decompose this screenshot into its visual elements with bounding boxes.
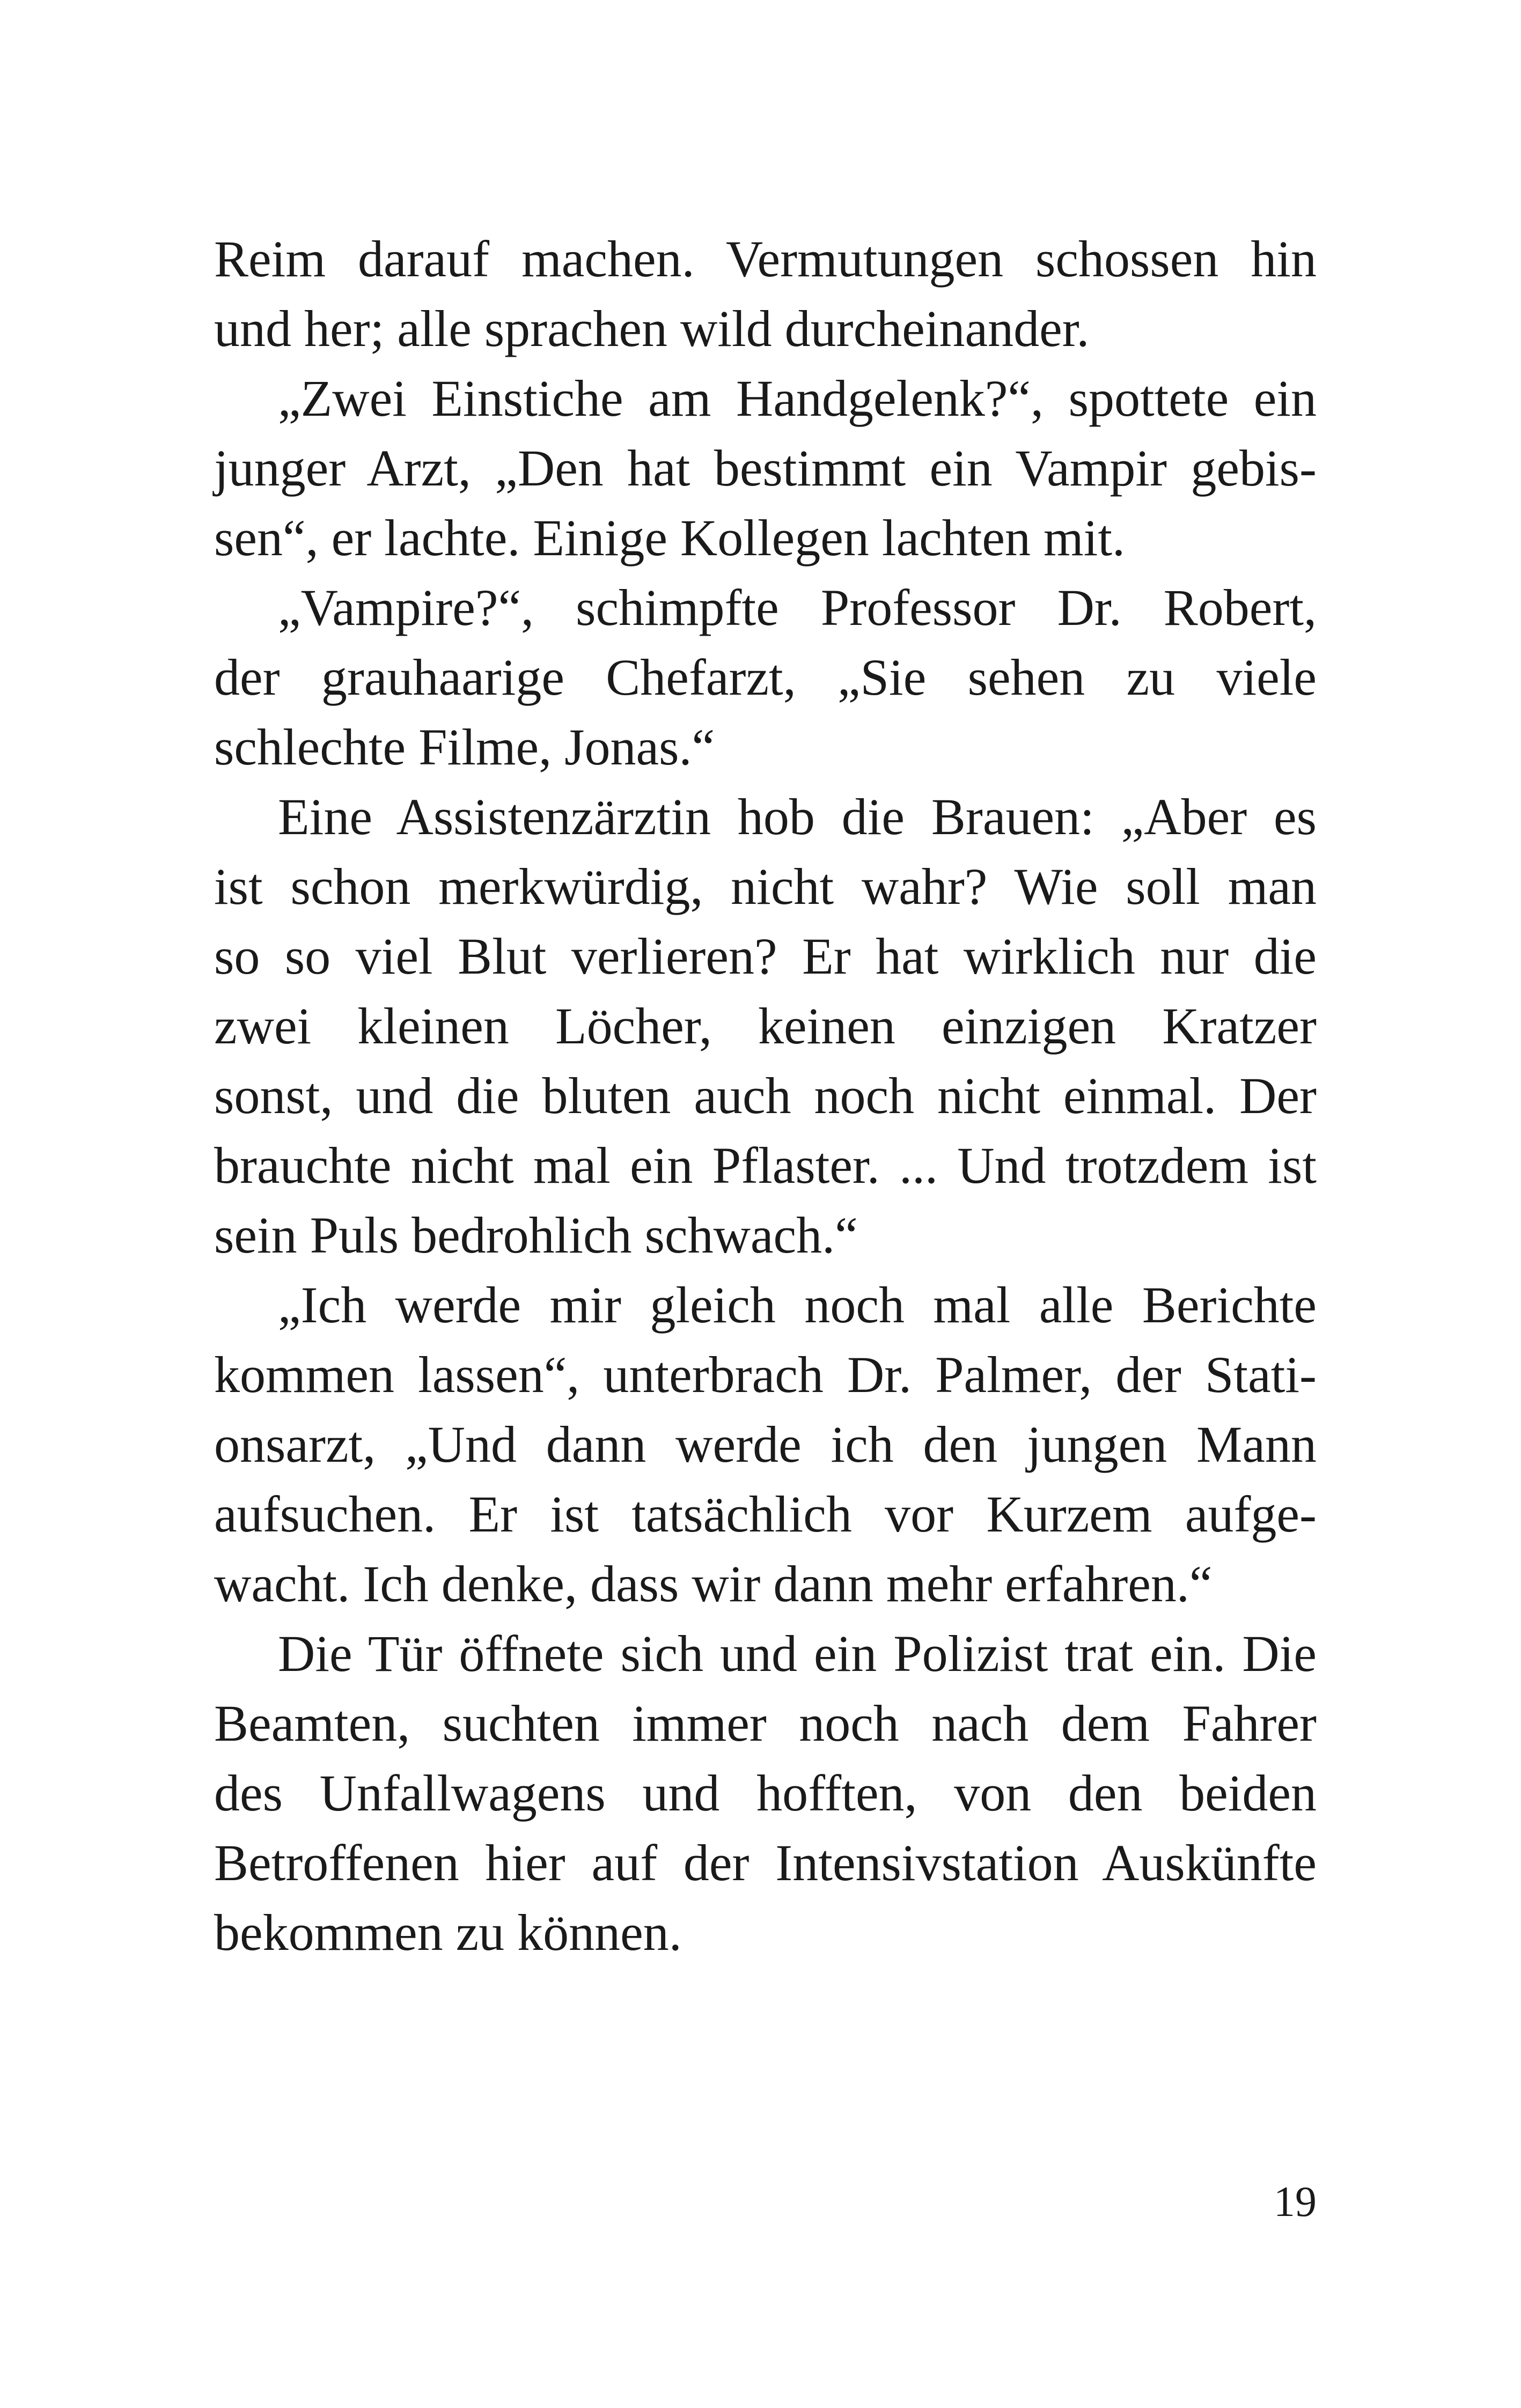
text-line: aufsuchen. Er ist tatsächlich vor Kurzem aufge-: [214, 1485, 1317, 1543]
text-line: Eine Assistenzärztin hob die Brauen: „Aber es: [278, 788, 1317, 845]
text-line: sein Puls bedrohlich schwach.“: [214, 1206, 858, 1264]
text-line: des Unfallwagens und hofften, von den beiden: [214, 1764, 1317, 1822]
text-line: „Zwei Einstiche am Handgelenk?“, spottete ein: [278, 370, 1317, 427]
text-line: „Vampire?“, schimpfte Professor Dr. Robert,: [278, 579, 1317, 636]
text-line: ist schon merkwürdig, nicht wahr? Wie soll man: [214, 858, 1317, 915]
text-line: Betroffenen hier auf der Intensivstation Auskünfte: [214, 1834, 1317, 1891]
text-line: bekommen zu können.: [214, 1904, 682, 1961]
text-line: onsarzt, „Und dann werde ich den jungen Mann: [214, 1416, 1317, 1473]
text-line: wacht. Ich denke, dass wir dann mehr erfahren.“: [214, 1555, 1213, 1612]
text-line: zwei kleinen Löcher, keinen einzigen Kratzer: [214, 997, 1317, 1055]
text-line: brauchte nicht mal ein Pflaster. ... Und trotzdem ist: [214, 1137, 1317, 1194]
text-line: schlechte Filme, Jonas.“: [214, 718, 715, 776]
text-line: kommen lassen“, unterbrach Dr. Palmer, der Stati-: [214, 1346, 1317, 1403]
page-number: 19: [1274, 2178, 1317, 2226]
text-line: und her; alle sprachen wild durcheinander.: [214, 300, 1090, 357]
body-text: [214, 224, 1317, 1968]
text-line: Die Tür öffnete sich und ein Polizist trat ein. Die: [278, 1625, 1317, 1682]
text-line: Beamten, suchten immer noch nach dem Fahrer: [214, 1695, 1317, 1752]
text-line: sonst, und die bluten auch noch nicht einmal. Der: [214, 1067, 1317, 1124]
text-line: „Ich werde mir gleich noch mal alle Berichte: [278, 1276, 1317, 1334]
text-line: junger Arzt, „Den hat bestimmt ein Vampir gebis-: [214, 439, 1317, 497]
text-line: der grauhaarige Chefarzt, „Sie sehen zu viele: [214, 649, 1317, 706]
text-line: so so viel Blut verlieren? Er hat wirklich nur die: [214, 927, 1317, 985]
text-line: sen“, er lachte. Einige Kollegen lachten mit.: [214, 509, 1125, 566]
text-line: Reim darauf machen. Vermutungen schossen hin: [214, 230, 1317, 288]
